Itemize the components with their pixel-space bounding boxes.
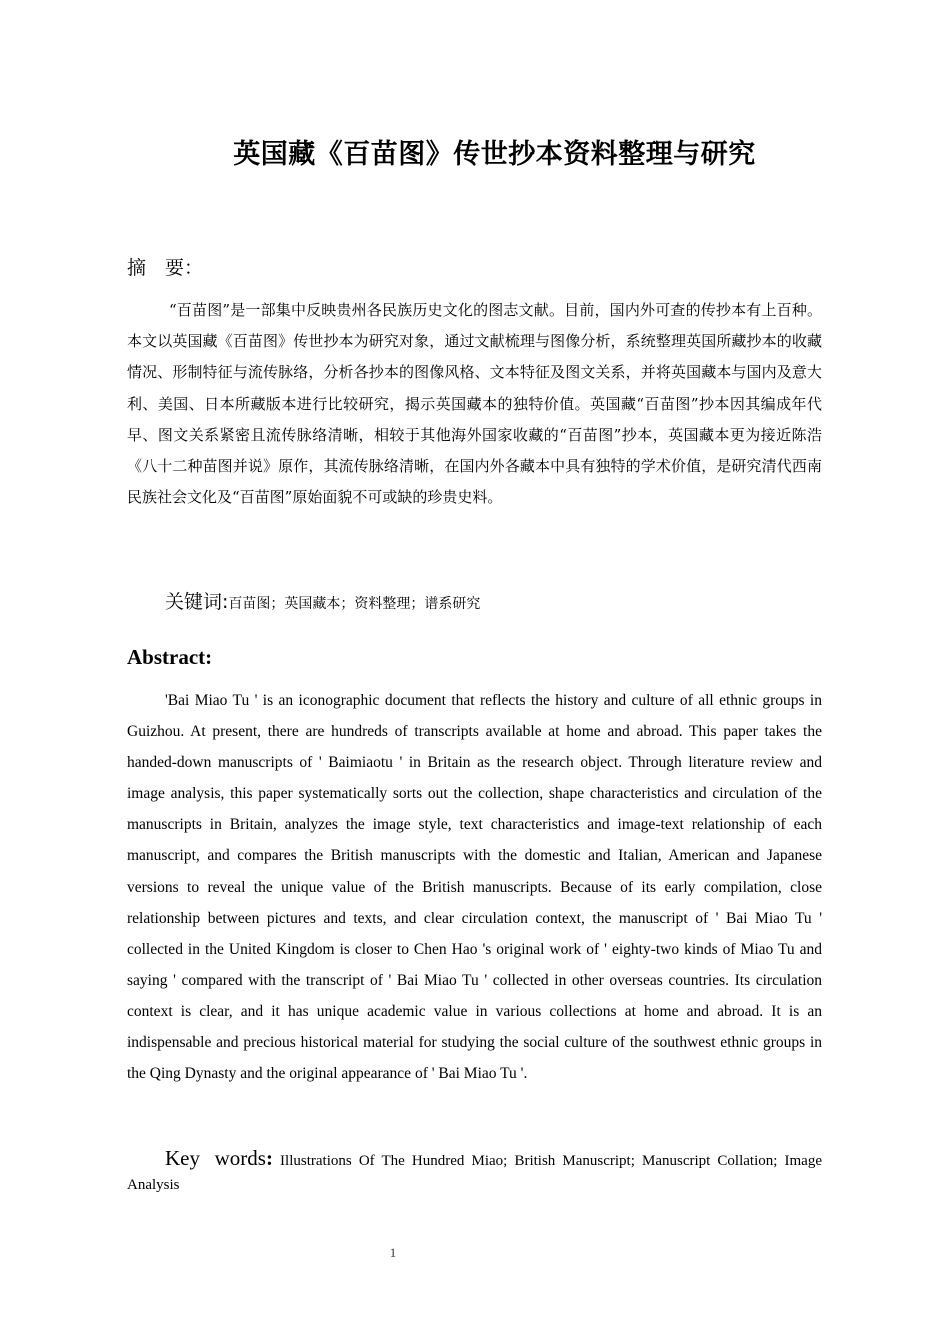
english-abstract-body: 'Bai Miao Tu ' is an iconographic document that reflects the history and culture of all ethnic groups in Guizhou. At present, there are hundreds of transcripts available at home and abroad. This paper takes the handed-down manuscripts of ' Baimiaotu ' in Britain as the research object. Through literature review and image analysis, this paper systematically sorts out the collection, shape characteristics and circulation of the manuscripts in Britain, analyzes the image style, text characteristics and image-text relationship of each manuscript, and compares the British manuscripts with the domestic and Italian, American and Japanese versions to reveal the unique value of the British manuscripts. Because of its early compilation, close relationship between pictures and texts, and clear circulation context, the manuscript of ' Bai Miao Tu ' collected in the United Kingdom is closer to Chen Hao 's original work of ' eighty-two kinds of Miao Tu and saying ' compared with the transcript of ' Bai Miao Tu ' collected in other overseas countries. Its circulation context is clear, and it has unique academic value in various collections at home and abroad. It is an indispensable and precious historical material for studying the social culture of the southwest ethnic groups in the Qing Dynasty and the original appearance of ' Bai Miao Tu '.	[127, 692, 822, 1083]
chinese-keywords	[165, 588, 480, 618]
chinese-abstract-body: “百苗图”是一部集中反映贵州各民族历史文化的图志文献。目前，国内外可查的传抄本有上百种。本文以英国藏《百苗图》传世抄本为研究对象，通过文献梳理与图像分析，系统整理英国所藏抄本的收藏情况、形制特征与流传脉络，分析各抄本的图像风格、文本特征及图文关系，并将英国藏本与国内及意大利、美国、日本所藏版本进行比较研究，揭示英国藏本的独特价值。英国藏“百苗图”抄本因其编成年代早、图文关系紧密且流传脉络清晰，相较于其他海外国家收藏的“百苗图”抄本，英国藏本更为接近陈浩《八十二种苗图并说》原作，其流传脉络清晰，在国内外各藏本中具有独特的学术价值，是研究清代西南民族社会文化及“百苗图”原始面貌不可或缺的珍贵史料。	[127, 301, 822, 507]
chinese-abstract-heading: 摘 要：	[127, 257, 204, 279]
english-keywords-label: Key words	[165, 1146, 266, 1170]
english-keywords-text: Illustrations Of The Hundred Miao; British Manuscript; Manuscript Collation; Image Analysis	[127, 1153, 822, 1193]
chinese-keywords-text: 百苗图；英国藏本；资料整理；谱系研究	[228, 596, 481, 612]
chinese-keywords-label: 关键词:	[165, 591, 229, 613]
english-keywords-colon: :	[265, 1146, 273, 1170]
paper-title: 英国藏《百苗图》传世抄本资料整理与研究	[233, 139, 756, 170]
english-abstract-heading: Abstract:	[127, 645, 213, 669]
page-number: 1	[389, 1245, 397, 1260]
english-keywords	[127, 1146, 822, 1197]
